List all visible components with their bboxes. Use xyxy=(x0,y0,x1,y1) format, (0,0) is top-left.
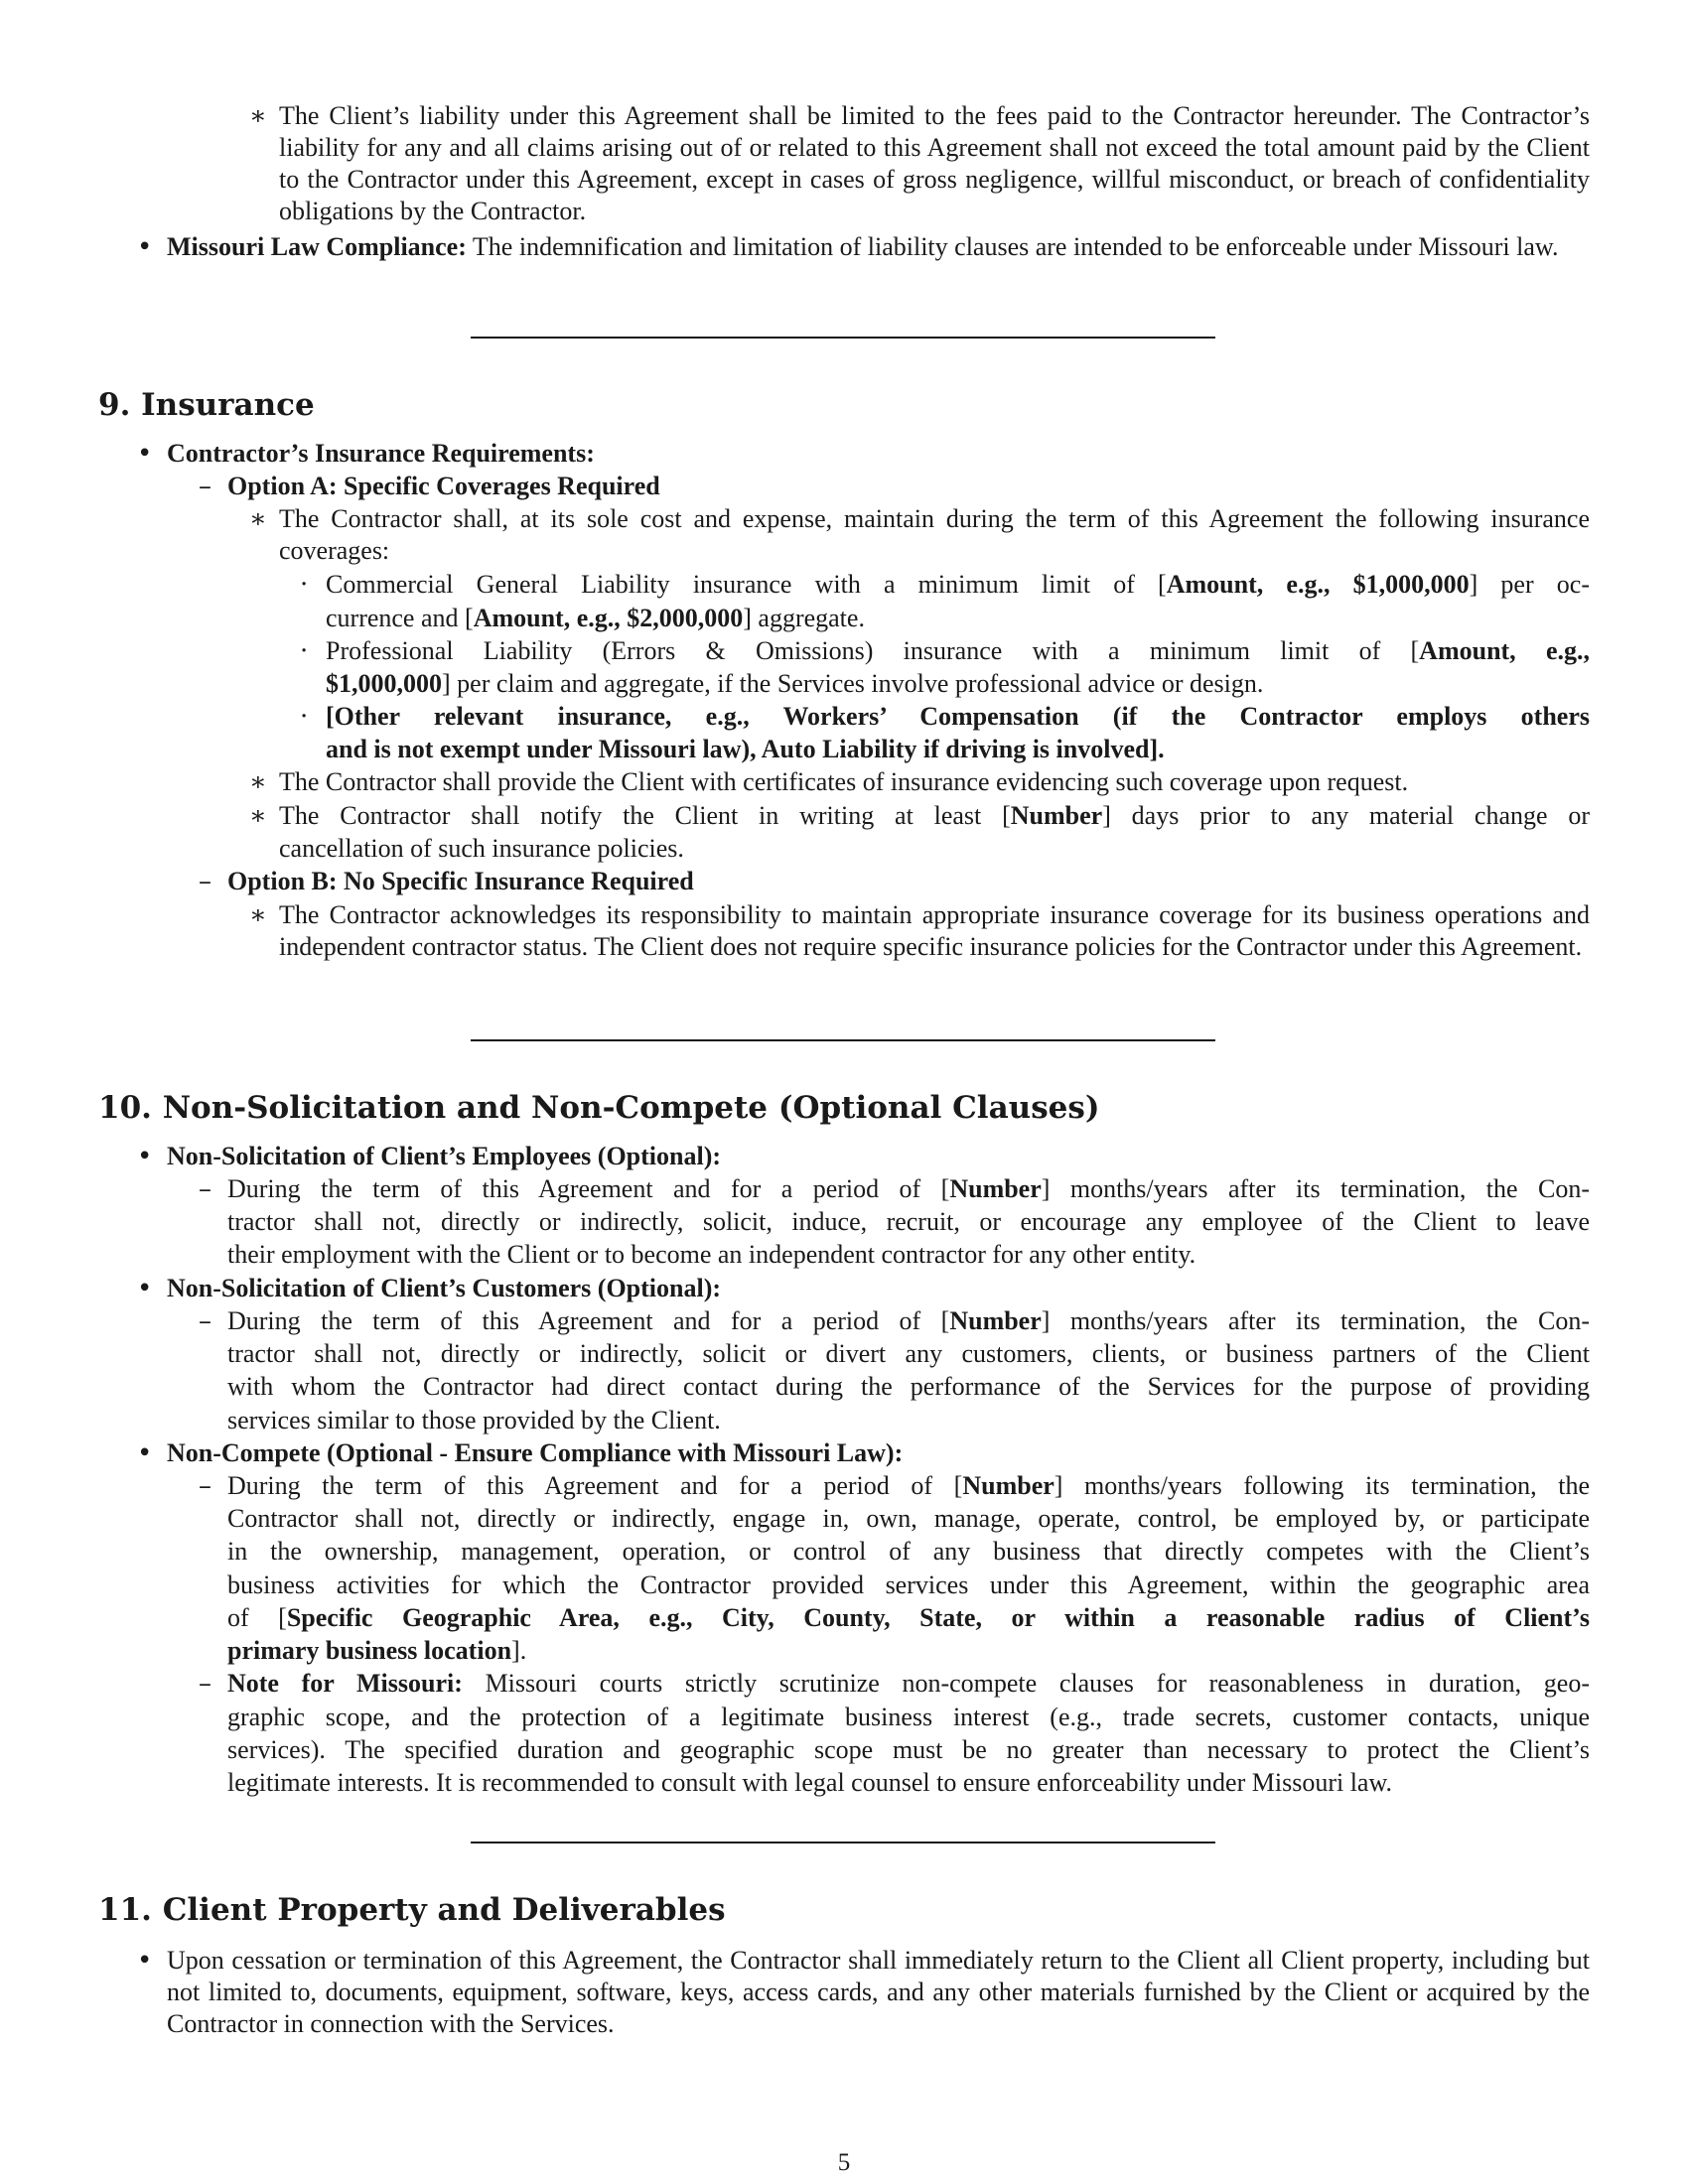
dash-bullet-icon: – xyxy=(199,472,211,501)
note-line-3: services). The specified duration and geographic scope must be no greater than necessary to protect the Client’s xyxy=(227,1735,1590,1764)
customers-line-1: During the term of this Agreement and for a period of [Number] months/years after its termination, the Con- xyxy=(227,1306,1590,1335)
non-compete-line-2: Contractor shall not, directly or indirectly, engage in, own, manage, operate, control, be employed by, or participate xyxy=(227,1504,1590,1533)
dash-bullet-icon: – xyxy=(199,1306,211,1336)
pl-line-2: $1,000,000] per claim and aggregate, if the Services involve professional advice or design. xyxy=(326,669,1264,698)
section-divider xyxy=(471,337,1215,339)
non-compete-line-5: of [Specific Geographic Area, e.g., City, County, State, or within a reasonable radius of Client’s xyxy=(227,1603,1590,1632)
employees-line-1: During the term of this Agreement and for a period of [Number] months/years after its termination, the Con- xyxy=(227,1174,1590,1203)
missouri-compliance-text: The indemnification and limitation of liability clauses are intended to be enforceable under Missouri law. xyxy=(472,232,1559,261)
section-9-heading: 9. Insurance xyxy=(98,387,315,423)
option-b-paragraph: The Contractor acknowledges its responsibility to maintain appropriate insurance coverage for its business operations and independent contractor status. The Client does not require specific insurance policies for the Contractor under this Agreement. xyxy=(279,900,1590,961)
page-number: 5 xyxy=(837,2149,851,2176)
non-compete-line-6: primary business location]. xyxy=(227,1636,527,1665)
non-compete-line-3: in the ownership, management, operation, or control of any business that directly competes with the Client’s xyxy=(227,1537,1590,1566)
cgl-line-1: Commercial General Liability insurance with a minimum limit of [Amount, e.g., $1,000,000] per oc- xyxy=(326,570,1590,599)
section-divider xyxy=(471,1039,1215,1041)
asterisk-bullet-icon: ∗ xyxy=(249,504,267,534)
option-a-paragraph: The Contractor shall, at its sole cost and expense, maintain during the term of this Agreement the following insurance coverages: xyxy=(279,504,1590,565)
cgl-line-2: currence and [Amount, e.g., $2,000,000] aggregate. xyxy=(326,604,865,632)
client-property-paragraph: Upon cessation or termination of this Agreement, the Contractor shall immediately return to the Client all Client property, including but not limited to, documents, equipment, software, keys, access cards, and any other materials furnished by the Client or acquired by the Contractor in connection with the Services. xyxy=(167,1946,1590,2038)
bullet-icon: • xyxy=(137,1438,153,1468)
option-a-label: Option A: Specific Coverages Required xyxy=(227,472,660,500)
employees-label: Non-Solicitation of Client’s Employees (Optional): xyxy=(167,1142,722,1170)
dot-bullet-icon: · xyxy=(300,570,309,600)
bullet-icon: • xyxy=(137,232,153,262)
note-line-1: Note for Missouri: Missouri courts strictly scrutinize non-compete clauses for reasonableness in duration, geo- xyxy=(227,1669,1590,1698)
dot-bullet-icon: · xyxy=(300,702,309,732)
employees-line-3: their employment with the Client or to become an independent contractor for any other entity. xyxy=(227,1240,1196,1269)
customers-label: Non-Solicitation of Client’s Customers (Optional): xyxy=(167,1274,722,1302)
bullet-icon: • xyxy=(137,1142,153,1171)
dash-bullet-icon: – xyxy=(199,1471,211,1501)
bullet-icon: • xyxy=(137,1274,153,1303)
asterisk-bullet-icon: ∗ xyxy=(249,767,267,797)
dash-bullet-icon: – xyxy=(199,867,211,896)
asterisk-bullet-icon: ∗ xyxy=(249,101,267,131)
dot-bullet-icon: · xyxy=(300,636,309,666)
employees-line-2: tractor shall not, directly or indirectly, solicit, induce, recruit, or encourage any employee of the Client to leave xyxy=(227,1207,1590,1236)
certificates-text: The Contractor shall provide the Client with certificates of insurance evidencing such coverage upon request. xyxy=(279,767,1409,796)
pl-line-1: Professional Liability (Errors & Omissions) insurance with a minimum limit of [Amount, e.g., xyxy=(326,636,1590,665)
note-line-2: graphic scope, and the protection of a legitimate business interest (e.g., trade secrets, customer contacts, unique xyxy=(227,1703,1590,1731)
note-line-4: legitimate interests. It is recommended to consult with legal counsel to ensure enforceability under Missouri law. xyxy=(227,1768,1393,1797)
non-compete-line-1: During the term of this Agreement and for a period of [Number] months/years following its termination, the xyxy=(227,1471,1590,1500)
customers-line-2: tractor shall not, directly or indirectly, solicit or divert any customers, clients, or business partners of the Client xyxy=(227,1339,1590,1368)
insurance-requirements-label: Contractor’s Insurance Requirements: xyxy=(167,439,595,468)
section-11-heading: 11. Client Property and Deliverables xyxy=(98,1892,726,1928)
other-insurance-line-2: and is not exempt under Missouri law), Auto Liability if driving is involved]. xyxy=(326,735,1165,763)
customers-line-3: with whom the Contractor had direct contact during the performance of the Services for the purpose of providing xyxy=(227,1372,1590,1401)
customers-line-4: services similar to those provided by the Client. xyxy=(227,1406,721,1434)
notify-line-2: cancellation of such insurance policies. xyxy=(279,834,684,863)
asterisk-bullet-icon: ∗ xyxy=(249,900,267,930)
bullet-icon: • xyxy=(137,439,153,469)
missouri-compliance-label: Missouri Law Compliance: xyxy=(167,232,467,261)
missouri-compliance-item xyxy=(167,231,1590,295)
section-10-heading: 10. Non-Solicitation and Non-Compete (Optional Clauses) xyxy=(98,1090,1100,1126)
dash-bullet-icon: – xyxy=(199,1174,211,1204)
dash-bullet-icon: – xyxy=(199,1669,211,1699)
notify-line-1: The Contractor shall notify the Client in writing at least [Number] days prior to any material change or xyxy=(279,801,1590,830)
non-compete-line-4: business activities for which the Contractor provided services under this Agreement, within the geographic area xyxy=(227,1570,1590,1599)
liability-paragraph: The Client’s liability under this Agreement shall be limited to the fees paid to the Contractor hereunder. The Contractor’s liability for any and all claims arising out of or related to this Agreement shall not exceed the total amount paid by the Client to the Contractor under this Agreement, except in cases of gross negligence, willful misconduct, or breach of confidentiality obligations by the Contractor. xyxy=(279,101,1590,225)
asterisk-bullet-icon: ∗ xyxy=(249,801,267,831)
option-b-label: Option B: No Specific Insurance Required xyxy=(227,867,694,895)
bullet-icon: • xyxy=(137,1946,153,1976)
other-insurance-line-1: [Other relevant insurance, e.g., Workers’ Compensation (if the Contractor employs others xyxy=(326,702,1590,731)
non-compete-label: Non-Compete (Optional - Ensure Compliance with Missouri Law): xyxy=(167,1438,904,1467)
section-divider xyxy=(471,1842,1215,1843)
